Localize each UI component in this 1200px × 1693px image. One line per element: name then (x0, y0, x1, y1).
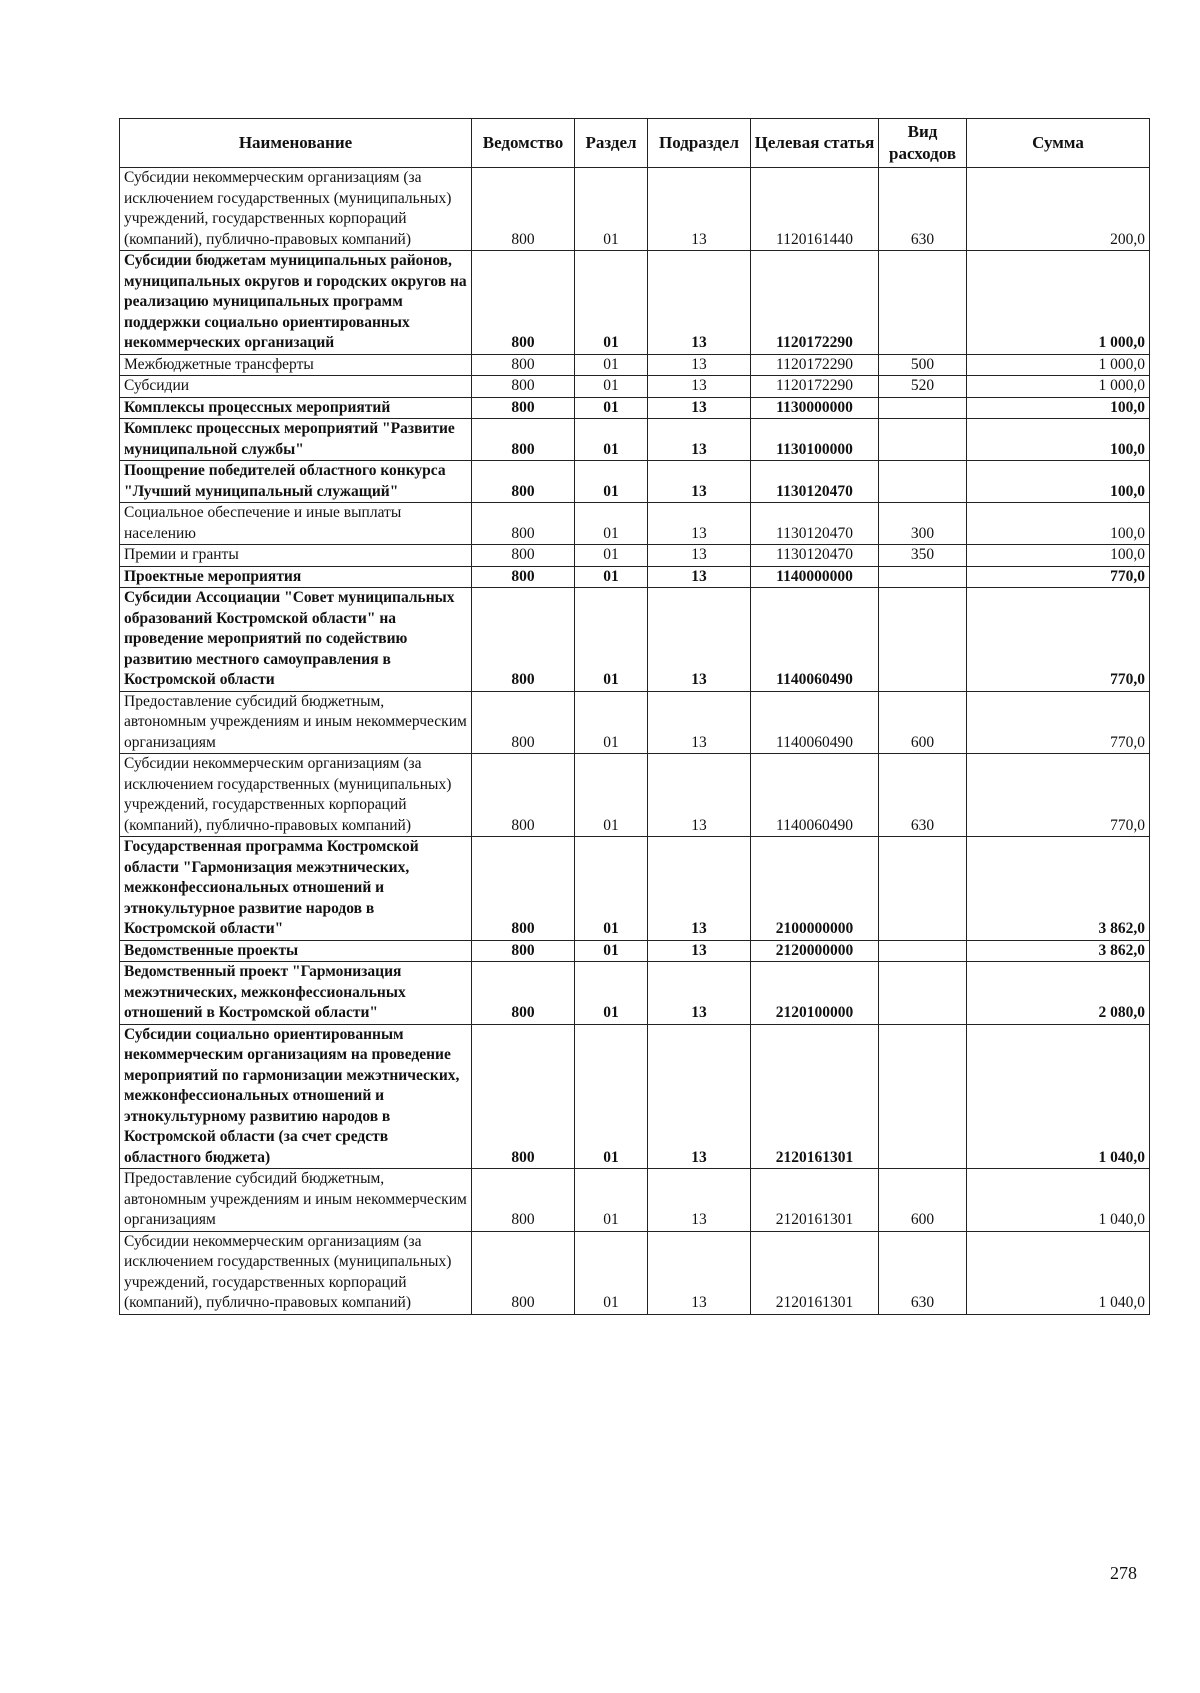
cell-name: Ведомственный проект "Гармонизация межэтнических, межконфессиональных отношений в Костромской области" (120, 962, 472, 1025)
cell-sum: 1 000,0 (967, 376, 1150, 398)
cell-section: 01 (575, 962, 648, 1025)
cell-sum: 100,0 (967, 419, 1150, 461)
cell-name: Предоставление субсидий бюджетным, автономным учреждениям и иным некоммерческим организациям (120, 691, 472, 754)
cell-name: Премии и гранты (120, 545, 472, 567)
cell-target: 1140060490 (751, 754, 879, 837)
cell-section: 01 (575, 376, 648, 398)
table-row (120, 168, 1150, 251)
cell-dept: 800 (472, 754, 575, 837)
table-row (120, 354, 1150, 376)
cell-name: Ведомственные проекты (120, 940, 472, 962)
cell-sum: 100,0 (967, 461, 1150, 503)
cell-sum: 2 080,0 (967, 962, 1150, 1025)
cell-subsection: 13 (648, 962, 751, 1025)
cell-section: 01 (575, 566, 648, 588)
table-row (120, 397, 1150, 419)
cell-kind: 520 (879, 376, 967, 398)
cell-kind (879, 566, 967, 588)
cell-section: 01 (575, 691, 648, 754)
cell-target: 2120161301 (751, 1169, 879, 1232)
cell-section: 01 (575, 754, 648, 837)
cell-section: 01 (575, 1231, 648, 1314)
cell-dept: 800 (472, 419, 575, 461)
cell-kind (879, 397, 967, 419)
column-header-dept: Ведомство (472, 119, 575, 168)
column-header-sum: Сумма (967, 119, 1150, 168)
column-header-subsection: Подраздел (648, 119, 751, 168)
cell-section: 01 (575, 1169, 648, 1232)
cell-dept: 800 (472, 251, 575, 355)
cell-section: 01 (575, 545, 648, 567)
table-body (120, 168, 1150, 1315)
table-row (120, 691, 1150, 754)
cell-subsection: 13 (648, 754, 751, 837)
cell-name: Социальное обеспечение и иные выплаты населению (120, 503, 472, 545)
cell-target: 2120161301 (751, 1231, 879, 1314)
cell-target: 1130120470 (751, 461, 879, 503)
table-row (120, 566, 1150, 588)
cell-name: Субсидии некоммерческим организациям (за исключением государственных (муниципальных) учреждений, государственных корпораций (компаний), публично-правовых компаний) (120, 1231, 472, 1314)
cell-dept: 800 (472, 461, 575, 503)
table-header-row (120, 119, 1150, 168)
table-row (120, 940, 1150, 962)
cell-kind: 500 (879, 354, 967, 376)
cell-name: Предоставление субсидий бюджетным, автономным учреждениям и иным некоммерческим организациям (120, 1169, 472, 1232)
table-row (120, 1231, 1150, 1314)
cell-section: 01 (575, 588, 648, 692)
cell-sum: 3 862,0 (967, 940, 1150, 962)
page-number: 278 (1110, 1563, 1137, 1583)
cell-kind (879, 419, 967, 461)
cell-name: Комплексы процессных мероприятий (120, 397, 472, 419)
cell-name: Субсидии Ассоциации "Совет муниципальных образований Костромской области" на проведение мероприятий по содействию развитию местного самоуправления в Костромской области (120, 588, 472, 692)
cell-sum: 1 000,0 (967, 354, 1150, 376)
cell-section: 01 (575, 461, 648, 503)
cell-name: Государственная программа Костромской области "Гармонизация межэтнических, межконфессиональных отношений и этнокультурное развитие народов в Костромской области" (120, 837, 472, 941)
cell-subsection: 13 (648, 461, 751, 503)
cell-sum: 770,0 (967, 588, 1150, 692)
cell-section: 01 (575, 837, 648, 941)
cell-name: Проектные мероприятия (120, 566, 472, 588)
cell-sum: 770,0 (967, 691, 1150, 754)
cell-subsection: 13 (648, 419, 751, 461)
cell-sum: 1 000,0 (967, 251, 1150, 355)
cell-target: 1120172290 (751, 354, 879, 376)
table-row (120, 503, 1150, 545)
cell-subsection: 13 (648, 545, 751, 567)
cell-name: Комплекс процессных мероприятий "Развитие муниципальной службы" (120, 419, 472, 461)
cell-name: Субсидии социально ориентированным некоммерческим организациям на проведение мероприятий по гармонизации межэтнических, межконфессиональных отношений и этнокультурному развитию народов в Костромской области (за счет средств областного бюджета) (120, 1024, 472, 1169)
cell-subsection: 13 (648, 837, 751, 941)
cell-target: 1130100000 (751, 419, 879, 461)
column-header-section: Раздел (575, 119, 648, 168)
cell-sum: 770,0 (967, 566, 1150, 588)
table-row (120, 1169, 1150, 1232)
cell-subsection: 13 (648, 588, 751, 692)
cell-name: Субсидии некоммерческим организациям (за исключением государственных (муниципальных) учреждений, государственных корпораций (компаний), публично-правовых компаний) (120, 754, 472, 837)
table-row (120, 251, 1150, 355)
cell-kind: 630 (879, 754, 967, 837)
table-row (120, 376, 1150, 398)
cell-sum: 200,0 (967, 168, 1150, 251)
cell-dept: 800 (472, 168, 575, 251)
cell-subsection: 13 (648, 1231, 751, 1314)
cell-dept: 800 (472, 354, 575, 376)
cell-section: 01 (575, 168, 648, 251)
cell-subsection: 13 (648, 376, 751, 398)
cell-kind: 350 (879, 545, 967, 567)
cell-sum: 1 040,0 (967, 1169, 1150, 1232)
cell-target: 1130120470 (751, 545, 879, 567)
table-row (120, 754, 1150, 837)
cell-sum: 100,0 (967, 503, 1150, 545)
table-row (120, 837, 1150, 941)
cell-subsection: 13 (648, 1169, 751, 1232)
cell-dept: 800 (472, 691, 575, 754)
cell-section: 01 (575, 1024, 648, 1169)
cell-section: 01 (575, 419, 648, 461)
cell-sum: 100,0 (967, 397, 1150, 419)
cell-section: 01 (575, 940, 648, 962)
table-row (120, 461, 1150, 503)
cell-subsection: 13 (648, 1024, 751, 1169)
cell-section: 01 (575, 354, 648, 376)
cell-target: 1120161440 (751, 168, 879, 251)
cell-subsection: 13 (648, 168, 751, 251)
cell-subsection: 13 (648, 354, 751, 376)
cell-target: 1140060490 (751, 691, 879, 754)
cell-dept: 800 (472, 837, 575, 941)
cell-kind: 600 (879, 691, 967, 754)
cell-subsection: 13 (648, 566, 751, 588)
cell-name: Субсидии (120, 376, 472, 398)
column-header-kind: Вид расходов (879, 119, 967, 168)
column-header-name: Наименование (120, 119, 472, 168)
table-row (120, 419, 1150, 461)
cell-target: 1120172290 (751, 251, 879, 355)
cell-section: 01 (575, 503, 648, 545)
cell-dept: 800 (472, 588, 575, 692)
cell-sum: 1 040,0 (967, 1024, 1150, 1169)
cell-kind (879, 940, 967, 962)
cell-section: 01 (575, 397, 648, 419)
cell-dept: 800 (472, 566, 575, 588)
table-row (120, 1024, 1150, 1169)
cell-subsection: 13 (648, 691, 751, 754)
cell-target: 1130120470 (751, 503, 879, 545)
cell-name: Межбюджетные трансферты (120, 354, 472, 376)
cell-dept: 800 (472, 397, 575, 419)
cell-dept: 800 (472, 503, 575, 545)
cell-subsection: 13 (648, 940, 751, 962)
cell-name: Субсидии некоммерческим организациям (за исключением государственных (муниципальных) учреждений, государственных корпораций (компаний), публично-правовых компаний) (120, 168, 472, 251)
cell-sum: 1 040,0 (967, 1231, 1150, 1314)
cell-kind: 300 (879, 503, 967, 545)
cell-name: Субсидии бюджетам муниципальных районов, муниципальных округов и городских округов на реализацию муниципальных программ поддержки социально ориентированных некоммерческих организаций (120, 251, 472, 355)
cell-sum: 3 862,0 (967, 837, 1150, 941)
cell-kind: 600 (879, 1169, 967, 1232)
cell-target: 2120100000 (751, 962, 879, 1025)
cell-target: 1140000000 (751, 566, 879, 588)
cell-dept: 800 (472, 376, 575, 398)
cell-target: 2100000000 (751, 837, 879, 941)
cell-kind (879, 1024, 967, 1169)
cell-kind: 630 (879, 168, 967, 251)
cell-dept: 800 (472, 1169, 575, 1232)
cell-kind: 630 (879, 1231, 967, 1314)
cell-target: 2120000000 (751, 940, 879, 962)
budget-table (119, 118, 1150, 1315)
table-row (120, 962, 1150, 1025)
cell-dept: 800 (472, 962, 575, 1025)
cell-section: 01 (575, 251, 648, 355)
table-row (120, 588, 1150, 692)
cell-kind (879, 837, 967, 941)
cell-dept: 800 (472, 940, 575, 962)
cell-dept: 800 (472, 545, 575, 567)
cell-dept: 800 (472, 1024, 575, 1169)
column-header-target: Целевая статья (751, 119, 879, 168)
cell-target: 1120172290 (751, 376, 879, 398)
cell-subsection: 13 (648, 397, 751, 419)
cell-kind (879, 588, 967, 692)
cell-sum: 770,0 (967, 754, 1150, 837)
cell-kind (879, 461, 967, 503)
cell-subsection: 13 (648, 503, 751, 545)
cell-name: Поощрение победителей областного конкурса "Лучший муниципальный служащий" (120, 461, 472, 503)
cell-sum: 100,0 (967, 545, 1150, 567)
cell-target: 2120161301 (751, 1024, 879, 1169)
cell-kind (879, 251, 967, 355)
cell-kind (879, 962, 967, 1025)
cell-target: 1140060490 (751, 588, 879, 692)
cell-target: 1130000000 (751, 397, 879, 419)
cell-subsection: 13 (648, 251, 751, 355)
cell-dept: 800 (472, 1231, 575, 1314)
table-row (120, 545, 1150, 567)
